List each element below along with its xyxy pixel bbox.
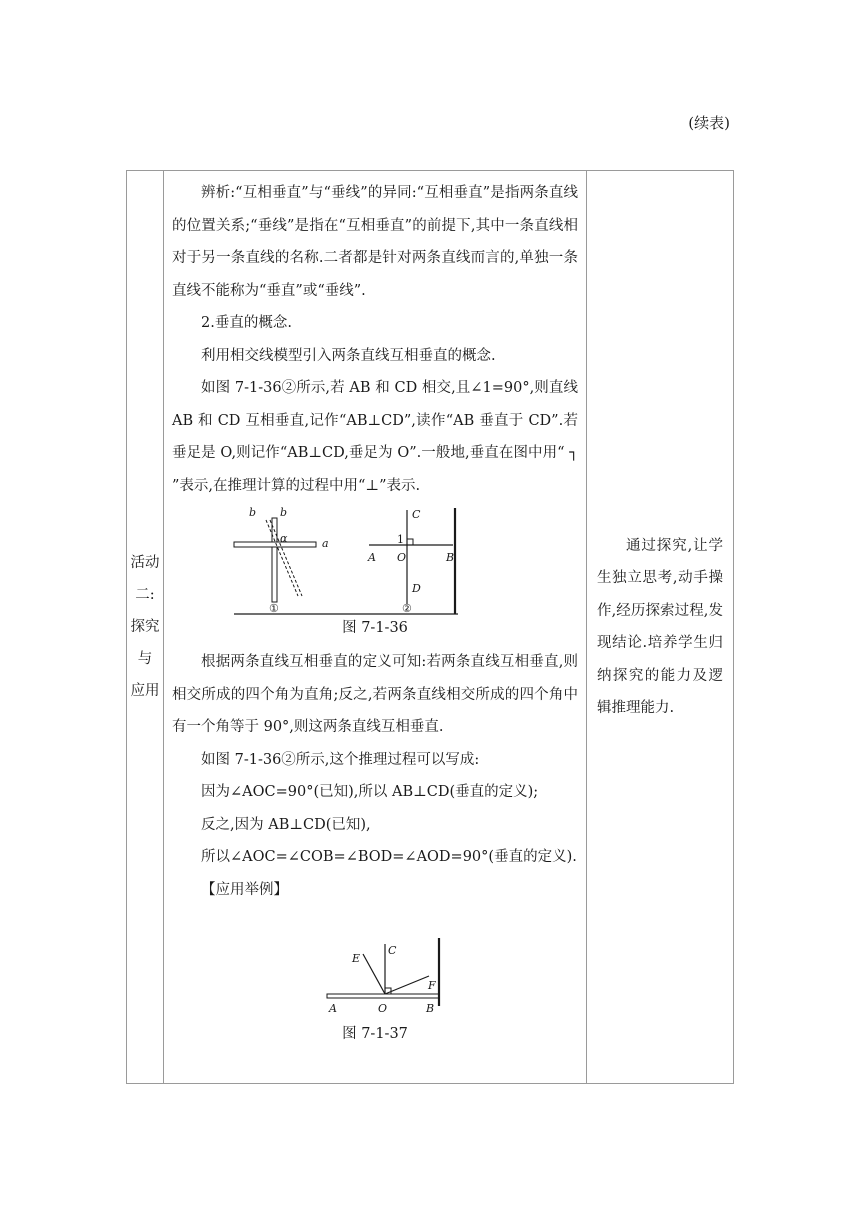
table-row — [127, 171, 734, 1084]
fig1-label-number: ① — [269, 602, 279, 615]
figure-7-1-36-caption: 图 7-1-36 — [342, 620, 408, 636]
fig1-label-b2: b — [249, 506, 257, 519]
fig2-label-B: B — [446, 551, 455, 564]
fig2-label-C: C — [412, 508, 421, 521]
paragraph-example-heading: 【应用举例】 — [201, 881, 288, 898]
paragraph-heading: 2.垂直的概念. — [201, 315, 292, 331]
activity-label-line: 探究 — [130, 619, 160, 635]
paragraph-reasoning-3: 所以∠AOC=∠COB=∠BOD=∠AOD=90°(垂直的定义). — [201, 849, 577, 865]
fig3-label-B: B — [426, 1002, 435, 1015]
paragraph-distinction: 辨析:“互相垂直”与“垂线”的异同:“互相垂直”是指两条直线的位置关系;“垂线”是指在“互相垂直”的前提下,其中一条直线相对于另一条直线的名称.二者都是针对两条直线而言的,单独一条直线不能称为“垂直”或“垂线”. — [172, 185, 578, 299]
activity-label-cell — [127, 171, 164, 1084]
fig3-label-E: E — [352, 952, 361, 965]
paragraph-definition: 如图 7-1-36②所示,若 AB 和 CD 相交,且∠1=90°,则直线 AB 和 CD 互相垂直,记作“AB⊥CD”,读作“AB 垂直于 CD”.若垂足是 O,则记作“AB⊥CD,垂足为 O”.一般地,垂直在图中用“ ┐ ”表示,在推理计算的过程中用“⊥”表示. — [172, 380, 578, 494]
figure-7-1-37 — [172, 914, 578, 1022]
fig3-label-O: O — [378, 1002, 388, 1015]
purpose-note: 通过探究,让学生独立思考,动手操作,经历探索过程,发现结论.培养学生归纳探究的能力及逻辑推理能力. — [597, 537, 723, 716]
paragraph-reasoning-intro: 如图 7-1-36②所示,这个推理过程可以写成: — [201, 751, 480, 768]
paragraph-reasoning-2: 反之,因为 AB⊥CD(已知), — [201, 816, 371, 833]
activity-label-line: 二: — [135, 587, 155, 603]
continued-label: (续表) — [688, 114, 730, 132]
activity-label — [127, 547, 163, 707]
activity-label-line: 与 — [137, 651, 153, 667]
paragraph-theorem: 根据两条直线互相垂直的定义可知:若两条直线互相垂直,则相交所成的四个角为直角;反之,若两条直线相交所成的四个角中有一个角等于 90°,则这两条直线互相垂直. — [172, 654, 578, 735]
fig2-label-number: ② — [402, 602, 412, 615]
fig2-label-D: D — [412, 582, 421, 595]
fig3-label-C: C — [388, 944, 397, 957]
lesson-table — [126, 170, 734, 1084]
fig3-label-A: A — [329, 1002, 337, 1015]
content-cell — [164, 171, 587, 1084]
fig1-label-b: b — [280, 506, 288, 519]
fig2-label-1: 1 — [397, 533, 404, 546]
activity-label-line: 活动 — [130, 555, 160, 571]
fig2-label-O: O — [397, 551, 407, 564]
fig3-label-F: F — [428, 979, 436, 992]
figure-7-1-36-drawing — [172, 504, 578, 616]
figure-7-1-37-drawing — [172, 914, 578, 1022]
figure-7-1-37-caption: 图 7-1-37 — [342, 1026, 408, 1042]
paragraph-reasoning-1: 因为∠AOC=90°(已知),所以 AB⊥CD(垂直的定义); — [201, 784, 539, 800]
activity-label-line: 应用 — [130, 683, 160, 699]
fig1-label-a: a — [322, 537, 329, 550]
fig1-label-alpha: α — [280, 532, 288, 545]
figure-7-1-36 — [172, 504, 578, 616]
purpose-cell — [587, 171, 734, 1084]
paragraph-intro: 利用相交线模型引入两条直线互相垂直的概念. — [201, 347, 496, 364]
fig2-label-A: A — [368, 551, 376, 564]
